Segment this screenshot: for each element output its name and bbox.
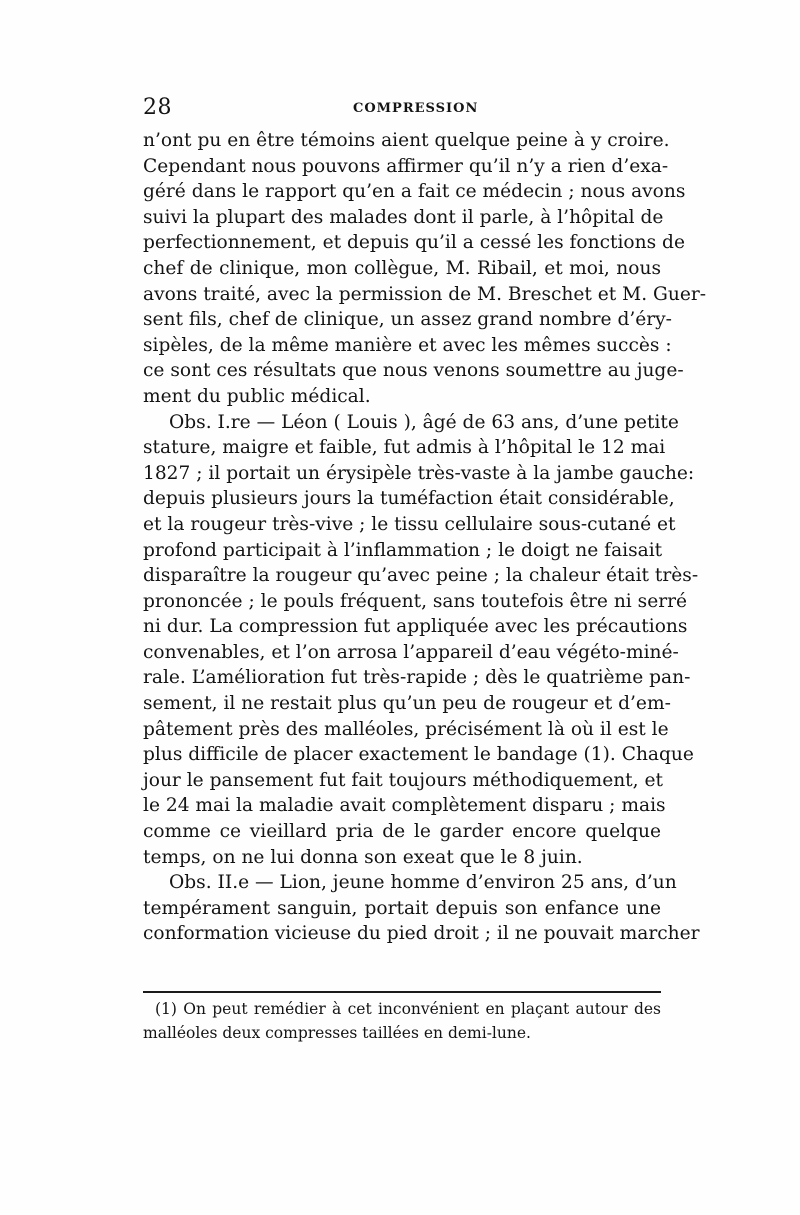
text-line: Obs. II.e — Lion, jeune homme d’environ 25 ans, d’un [169,872,677,894]
text-line: tempérament sanguin, portait depuis son enfance une [143,897,661,919]
text-line: sement, il ne restait plus qu’un peu de rougeur et d’em- [143,693,671,715]
text-line: et la rougeur très-vive ; le tissu cellulaire sous-cutané et [143,513,676,535]
text-line: plus difficile de placer exactement le bandage (1). Chaque [143,744,694,766]
text-line: conformation vicieuse du pied droit ; il ne pouvait marcher [143,923,700,945]
text-line: Cependant nous pouvons affirmer qu’il n’y a rien d’exa- [143,155,669,177]
text-line: prononcée ; le pouls fréquent, sans toutefois être ni serré [143,590,687,612]
footnotes [143,997,661,1045]
text-line: comme ce vieillard pria de le garder encore quelque [143,821,661,843]
text-line: Obs. I.re — Léon ( Louis ), âgé de 63 ans, d’une petite [169,411,679,433]
text-line: convenables, et l’on arrosa l’appareil d’eau végéto-miné- [143,641,679,663]
text-line: géré dans le rapport qu’en a fait ce médecin ; nous avons [143,181,686,203]
text-line: pâtement près des malléoles, précisément là où il est le [143,718,669,740]
footnote-line: (1) On peut remédier à cet inconvénient en plaçant autour des [155,1000,661,1018]
body-text [143,128,707,947]
text-line: ce sont ces résultats que nous venons soumettre au juge- [143,360,684,382]
text-line: sipèles, de la même manière et avec les mêmes succès : [143,334,672,356]
text-line: jour le pansement fut fait toujours méthodiquement, et [143,769,663,791]
footnote-rule [143,991,661,993]
text-line: stature, maigre et faible, fut admis à l’hôpital le 12 mai [143,437,666,459]
text-line: le 24 mai la maladie avait complètement disparu ; mais [143,795,666,817]
text-line: ment du public médical. [143,385,371,407]
text-line: n’ont pu en être témoins aient quelque peine à y croire. [143,130,670,151]
text-line: avons traité, avec la permission de M. Breschet et M. Guer- [143,283,707,305]
text-line: sent fils, chef de clinique, un assez grand nombre d’éry- [143,309,672,331]
running-title: COMPRESSION [353,101,479,116]
text-line: disparaître la rougeur qu’avec peine ; la chaleur était très- [143,565,699,587]
text-line: rale. L’amélioration fut très-rapide ; dès le quatrième pan- [143,667,691,689]
page-number: 28 [143,95,172,120]
text-line: depuis plusieurs jours la tuméfaction était considérable, [143,488,675,510]
text-line: chef de clinique, mon collègue, M. Ribail, et moi, nous [143,257,661,279]
text-line: perfectionnement, et depuis qu’il a cessé les fonctions de [143,232,685,254]
text-line: temps, on ne lui donna son exeat que le 8 juin. [143,846,583,868]
text-line: 1827 ; il portait un érysipèle très-vaste à la jambe gauche: [143,462,695,484]
text-line: profond participait à l’inflammation ; le doigt ne faisait [143,539,663,561]
page-header [143,95,661,120]
text-line: ni dur. La compression fut appliquée avec les précautions [143,616,688,638]
footnote-line: malléoles deux compresses taillées en demi-lune. [143,1024,531,1042]
text-line: suivi la plupart des malades dont il parle, à l’hôpital de [143,206,664,228]
